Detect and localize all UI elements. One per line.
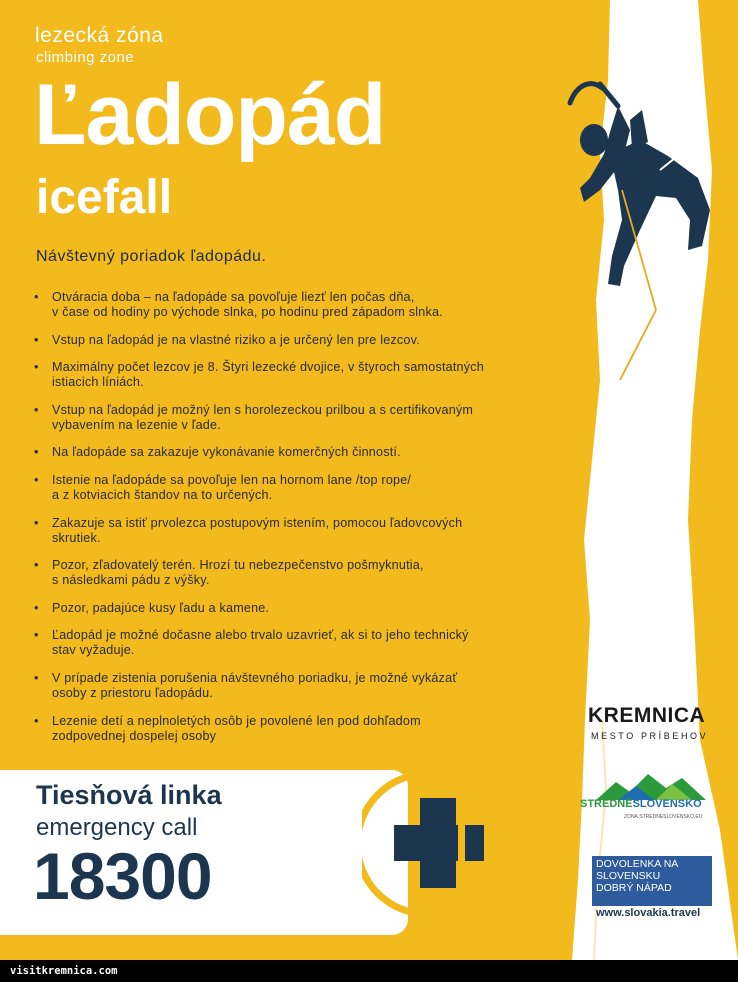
rule-item: • Maximálny počet lezcov je 8. Štyri lezecké dvojice, v štyroch samostatných istiacich líniách. bbox=[34, 360, 484, 390]
bullet-icon: • bbox=[34, 670, 39, 685]
subtitle-slovak: lezecká zóna bbox=[35, 24, 164, 47]
bullet-icon: • bbox=[34, 402, 39, 417]
rules-heading: Návštevný poriadok ľadopádu. bbox=[36, 248, 267, 265]
rule-item: • Na ľadopáde sa zakazuje vykonávanie komerčných činností. bbox=[34, 445, 401, 460]
stredne-slovensko-logo: STREDNÉSLOVENSKO bbox=[580, 798, 702, 810]
rule-item: • V prípade zistenia porušenia návštevného poriadku, je možné vykázať osoby z priestoru ľadopádu. bbox=[34, 670, 458, 700]
rule-item: • Istenie na ľadopáde sa povoľuje len na hornom lane /top rope/ a z kotviacich štandov na to určených. bbox=[34, 472, 412, 502]
rule-item: • Vstup na ľadopád je možný len s horolezeckou prilbou a s certifikovaným vybavením na lezenie v ľade. bbox=[34, 402, 474, 432]
ice-climber-silhouette bbox=[560, 70, 730, 380]
bullet-icon: • bbox=[34, 332, 39, 347]
bullet-icon: • bbox=[34, 558, 39, 573]
bullet-icon: • bbox=[34, 628, 39, 643]
kremnica-tagline: MESTO PRÍBEHOV bbox=[591, 731, 709, 741]
bullet-icon: • bbox=[34, 600, 39, 615]
medical-cross-icon bbox=[362, 768, 522, 918]
kremnica-logo-icon bbox=[610, 535, 690, 685]
bullet-icon: • bbox=[34, 472, 39, 487]
emergency-subtitle: emergency call bbox=[36, 814, 198, 841]
dovolenka-logo: DOVOLENKA NA SLOVENSKU DOBRÝ NÁPAD bbox=[592, 856, 712, 906]
rule-item: • Vstup na ľadopád je na vlastné riziko a je určený len pre lezcov. bbox=[34, 332, 420, 347]
bullet-icon: • bbox=[34, 515, 39, 530]
rule-item: • Pozor, zľadovatelý terén. Hrozí tu nebezpečenstvo pošmyknutia, s následkami pádu z výšky. bbox=[34, 558, 424, 588]
rule-item: • Lezenie detí a neplnoletých osôb je povolené len pod dohľadom zodpovednej dospelej osoby bbox=[34, 713, 421, 743]
rule-item: • Zakazuje sa istiť prvolezca postupovým istením, pomocou ľadovcových skrutiek. bbox=[34, 515, 463, 545]
bullet-icon: • bbox=[34, 360, 39, 375]
rule-item: • Otváracia doba – na ľadopáde sa povoľuje liezť len počas dňa, v čase od hodiny po východe slnka, po hodinu pred západom slnka. bbox=[34, 290, 443, 319]
emergency-title: Tiesňová linka bbox=[36, 780, 222, 810]
title-slovak: Ľadopád bbox=[34, 67, 386, 163]
bullet-icon: • bbox=[34, 713, 39, 728]
title-english: icefall bbox=[36, 171, 173, 224]
rules-list bbox=[34, 290, 554, 756]
subtitle-english: climbing zone bbox=[36, 49, 135, 66]
stredne-slovensko-hills-icon bbox=[596, 770, 706, 800]
emergency-number[interactable]: 18300 bbox=[33, 839, 212, 913]
website-watermark: visitkremnica.com bbox=[0, 960, 140, 982]
bullet-icon: • bbox=[34, 445, 39, 460]
rule-item: • Ľadopád je možné dočasne alebo trvalo uzavrieť, ak si to jeho technický stav vyžaduje. bbox=[34, 628, 469, 658]
stredne-slovensko-url: ZONA.STREDNESLOVENSKO.EU bbox=[624, 814, 703, 820]
kremnica-logo-text: KREMNICA bbox=[588, 704, 706, 727]
bullet-icon: • bbox=[34, 290, 39, 304]
slovakia-travel-link[interactable]: www.slovakia.travel bbox=[596, 907, 701, 919]
rule-item: • Pozor, padajúce kusy ľadu a kamene. bbox=[34, 600, 270, 615]
